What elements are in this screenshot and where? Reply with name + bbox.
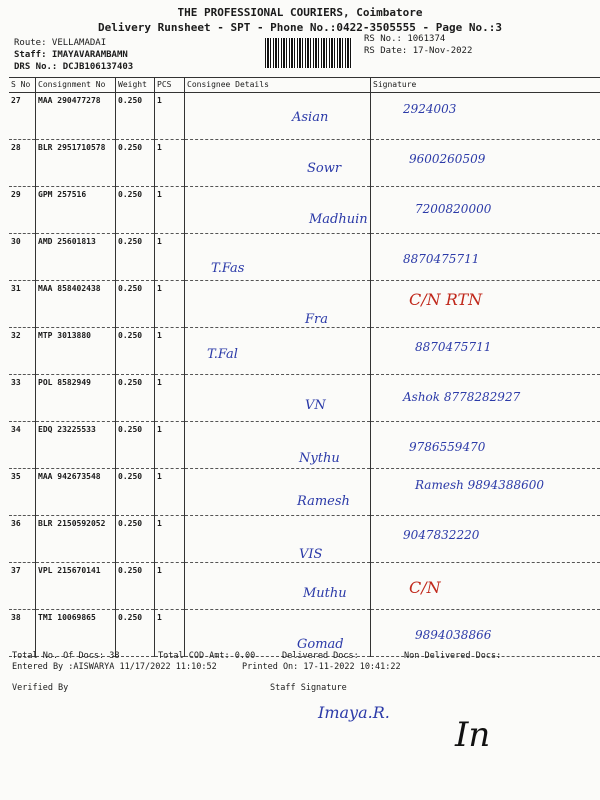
row-signature-handwriting: 9786559470 bbox=[409, 440, 486, 454]
table-row bbox=[9, 234, 600, 281]
row-signature-handwriting: 8870475711 bbox=[403, 252, 480, 266]
table-row bbox=[9, 610, 600, 657]
row-pcs: 1 bbox=[155, 140, 185, 187]
row-pcs: 1 bbox=[155, 93, 185, 140]
row-consignee-handwriting: T.Fas bbox=[211, 261, 245, 276]
row-consignee-handwriting: Fra bbox=[305, 312, 328, 327]
row-weight: 0.250 bbox=[116, 93, 155, 140]
table-body bbox=[9, 93, 600, 657]
row-pcs: 1 bbox=[155, 422, 185, 469]
row-consignment-no: MTP 3013880 bbox=[36, 328, 116, 375]
row-consignee-cell bbox=[185, 140, 371, 187]
runsheet-subtitle: Delivery Runsheet - SPT - Phone No.:0422-3505555 - Page No.:3 bbox=[98, 21, 502, 34]
row-pcs: 1 bbox=[155, 187, 185, 234]
row-consignee-cell bbox=[185, 281, 371, 328]
row-consignee-handwriting: VIS bbox=[299, 547, 323, 562]
row-signature-handwriting: 2924003 bbox=[403, 102, 457, 116]
row-signature-cell bbox=[371, 234, 600, 281]
row-signature-handwriting: 9894038866 bbox=[415, 628, 492, 642]
row-consignment-no: BLR 2951710578 bbox=[36, 140, 116, 187]
row-consignee-cell bbox=[185, 610, 371, 657]
row-consignee-cell bbox=[185, 422, 371, 469]
row-consignee-handwriting: Nythu bbox=[299, 451, 340, 466]
row-consignment-no: BLR 2150592052 bbox=[36, 516, 116, 563]
row-weight: 0.250 bbox=[116, 516, 155, 563]
table-row bbox=[9, 422, 600, 469]
row-sno: 28 bbox=[9, 140, 36, 187]
row-pcs: 1 bbox=[155, 610, 185, 657]
row-pcs: 1 bbox=[155, 563, 185, 610]
drs-label: DRS No.: DCJB106137403 bbox=[14, 62, 134, 72]
row-consignee-cell bbox=[185, 93, 371, 140]
table-row bbox=[9, 187, 600, 234]
row-consignment-no: GPM 257516 bbox=[36, 187, 116, 234]
row-consignment-no: VPL 215670141 bbox=[36, 563, 116, 610]
row-sno: 35 bbox=[9, 469, 36, 516]
runsheet-table bbox=[9, 77, 600, 657]
row-weight: 0.250 bbox=[116, 187, 155, 234]
row-weight: 0.250 bbox=[116, 422, 155, 469]
scribble-mark: In bbox=[455, 715, 491, 755]
row-signature-handwriting: 8870475711 bbox=[415, 340, 492, 354]
table-row bbox=[9, 93, 600, 140]
row-consignee-cell bbox=[185, 516, 371, 563]
row-consignee-handwriting: Gomad bbox=[297, 637, 344, 652]
row-weight: 0.250 bbox=[116, 610, 155, 657]
table-row bbox=[9, 140, 600, 187]
row-weight: 0.250 bbox=[116, 563, 155, 610]
row-pcs: 1 bbox=[155, 281, 185, 328]
row-consignment-no: MAA 858402438 bbox=[36, 281, 116, 328]
row-signature-handwriting: C/N bbox=[409, 578, 441, 597]
table-header-row bbox=[9, 78, 600, 93]
row-consignment-no: MAA 942673548 bbox=[36, 469, 116, 516]
row-consignee-handwriting: T.Fal bbox=[207, 347, 238, 362]
row-consignee-handwriting: Madhuin bbox=[309, 212, 368, 227]
row-sno: 38 bbox=[9, 610, 36, 657]
row-sno: 36 bbox=[9, 516, 36, 563]
row-consignee-handwriting: Muthu bbox=[303, 586, 347, 601]
row-pcs: 1 bbox=[155, 469, 185, 516]
row-signature-handwriting: 7200820000 bbox=[415, 202, 492, 216]
row-consignee-cell bbox=[185, 187, 371, 234]
row-consignment-no: TMI 10069865 bbox=[36, 610, 116, 657]
row-consignee-handwriting: Asian bbox=[292, 110, 329, 125]
row-weight: 0.250 bbox=[116, 281, 155, 328]
row-weight: 0.250 bbox=[116, 234, 155, 281]
row-weight: 0.250 bbox=[116, 375, 155, 422]
rs-number: RS No.: 1061374 bbox=[364, 34, 446, 44]
row-consignee-cell bbox=[185, 563, 371, 610]
row-consignment-no: AMD 25601813 bbox=[36, 234, 116, 281]
table-row bbox=[9, 328, 600, 375]
table-row bbox=[9, 516, 600, 563]
staff-signature-label: Staff Signature bbox=[270, 683, 347, 693]
row-pcs: 1 bbox=[155, 328, 185, 375]
row-sno: 34 bbox=[9, 422, 36, 469]
col-header-sno: S No bbox=[9, 78, 36, 93]
table-row bbox=[9, 375, 600, 422]
delivered-docs: Delivered Docs: bbox=[282, 651, 359, 661]
row-sno: 32 bbox=[9, 328, 36, 375]
row-signature-cell bbox=[371, 375, 600, 422]
row-weight: 0.250 bbox=[116, 140, 155, 187]
col-header-consignment: Consignment No bbox=[36, 78, 116, 93]
row-sno: 30 bbox=[9, 234, 36, 281]
non-delivered-docs: Non Delivered Docs: bbox=[404, 651, 502, 661]
route-label: Route: VELLAMADAI bbox=[14, 38, 107, 48]
col-header-consignee: Consignee Details bbox=[185, 78, 371, 93]
printed-on: Printed On: 17-11-2022 10:41:22 bbox=[242, 662, 401, 672]
table-row bbox=[9, 563, 600, 610]
row-sno: 29 bbox=[9, 187, 36, 234]
total-cod: Total COD Amt: 0.00 bbox=[158, 651, 256, 661]
row-consignment-no: POL 8582949 bbox=[36, 375, 116, 422]
row-consignee-handwriting: VN bbox=[305, 398, 326, 413]
row-consignment-no: MAA 290477278 bbox=[36, 93, 116, 140]
row-weight: 0.250 bbox=[116, 328, 155, 375]
staff-label: Staff: IMAYAVARAMBAMN bbox=[14, 50, 128, 60]
verified-by: Verified By bbox=[12, 683, 69, 693]
col-header-signature: Signature bbox=[371, 78, 600, 93]
row-consignee-cell bbox=[185, 375, 371, 422]
row-signature-handwriting: C/N RTN bbox=[409, 290, 483, 309]
row-consignee-cell bbox=[185, 328, 371, 375]
entered-by: Entered By :AISWARYA 11/17/2022 11:10:52 bbox=[12, 662, 217, 672]
rs-date: RS Date: 17-Nov-2022 bbox=[364, 46, 473, 56]
row-signature-handwriting: 9047832220 bbox=[403, 528, 480, 542]
staff-handwritten-signature: Imaya.R. bbox=[318, 703, 390, 722]
row-sno: 37 bbox=[9, 563, 36, 610]
row-pcs: 1 bbox=[155, 516, 185, 563]
col-header-pcs: PCS bbox=[155, 78, 185, 93]
row-consignee-handwriting: Ramesh bbox=[297, 494, 350, 509]
row-signature-cell bbox=[371, 328, 600, 375]
table-row bbox=[9, 469, 600, 516]
row-consignee-handwriting: Sowr bbox=[307, 161, 342, 176]
company-title: THE PROFESSIONAL COURIERS, Coimbatore bbox=[177, 6, 423, 19]
row-pcs: 1 bbox=[155, 375, 185, 422]
row-consignee-cell bbox=[185, 469, 371, 516]
table-row bbox=[9, 281, 600, 328]
row-sno: 33 bbox=[9, 375, 36, 422]
row-sno: 27 bbox=[9, 93, 36, 140]
total-docs: Total No. Of Docs: 38 bbox=[12, 651, 120, 661]
row-pcs: 1 bbox=[155, 234, 185, 281]
row-signature-handwriting: Ramesh 9894388600 bbox=[415, 478, 544, 492]
row-weight: 0.250 bbox=[116, 469, 155, 516]
row-consignment-no: EDQ 23225533 bbox=[36, 422, 116, 469]
row-signature-handwriting: 9600260509 bbox=[409, 152, 486, 166]
col-header-weight: Weight bbox=[116, 78, 155, 93]
row-consignee-cell bbox=[185, 234, 371, 281]
barcode-image bbox=[265, 38, 353, 68]
row-sno: 31 bbox=[9, 281, 36, 328]
row-signature-handwriting: Ashok 8778282927 bbox=[403, 390, 521, 404]
